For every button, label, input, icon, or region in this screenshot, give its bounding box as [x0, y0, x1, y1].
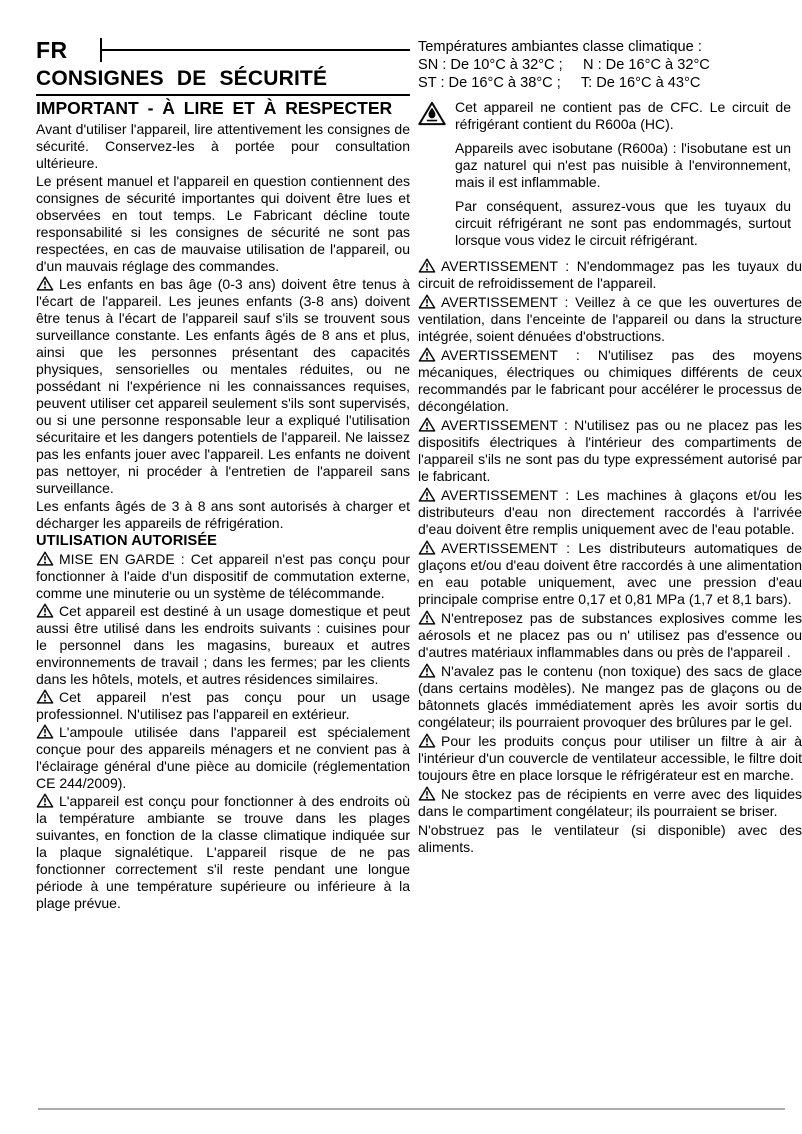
paragraph-text: Par conséquent, assurez-vous que les tuyaux du circuit réfrigérant ne sont pas endommagés, surtout lorsque vous videz le circuit réfrigérant.: [455, 198, 791, 248]
warning-triangle-icon: [36, 551, 54, 566]
footer-rule: [38, 1108, 785, 1110]
paragraph: [36, 173, 410, 275]
warning-triangle-icon: [36, 276, 54, 291]
warning-triangle-icon: [418, 786, 436, 801]
language-code: FR: [36, 36, 68, 63]
warning-triangle-icon: [418, 733, 436, 748]
paragraph-text: Avant d'utiliser l'appareil, lire attentivement les consignes de sécurité. Conservez-les à portée pour consultation ultérieure.: [36, 121, 410, 172]
climate-class-line: ST : De 16°C à 38°C ; T: De 16°C à 43°C: [418, 75, 701, 91]
paragraph-text: Cet appareil n'est pas conçu pour un usage professionnel. N'utilisez pas l'appareil en extérieur.: [36, 689, 410, 723]
paragraph-text: AVERTISSEMENT : Les distributeurs automatiques de glaçons et/ou d'eau doivent être raccordés à une alimentation en eau potable uniquement, avec une pression d'eau principale comprise entre 0,17 et 0,81 MPa (1,7 et 8,1 bars).: [418, 540, 802, 607]
page-header: [36, 36, 410, 64]
paragraph-text: N'obstruez pas le ventilateur (si disponible) avec des aliments.: [418, 822, 802, 855]
flammable-refrigerant-notice: [418, 99, 791, 249]
paragraph-text: L'ampoule utilisée dans l'appareil est spécialement conçue pour des appareils ménagers et ne convient pas à l'éclairage général d'une pièce au domicile (réglementation CE 244/2009).: [36, 724, 410, 792]
paragraph: [418, 822, 802, 856]
paragraph-text: MISE EN GARDE : Cet appareil n'est pas conçu pour fonctionner à l'aide d'un dispositif de commutation externe, comme une minuterie ou un système de télécommande.: [36, 551, 410, 602]
paragraph: [418, 347, 802, 415]
paragraph-text: Cet appareil ne contient pas de CFC. Le circuit de réfrigérant contient du R600a (HC).: [455, 99, 791, 132]
paragraph-text: N'avalez pas le contenu (non toxique) des sacs de glace (dans certains modèles). Ne mangez pas de glaçons ou de bâtonnets glacés immédiatement après les avoir sortis du congélateur; ils pourraient provoquer des brûlures par le gel.: [418, 663, 802, 730]
paragraph-text: Appareils avec isobutane (R600a) : l'isobutane est un gaz naturel qui n'est pas nuisible à l'environnement, mais il est inflammable.: [455, 140, 791, 190]
paragraph-text: Ne stockez pas de récipients en verre avec des liquides dans le compartiment congélateur; ils pourraient se briser.: [418, 786, 802, 819]
important-heading: IMPORTANT - À LIRE ET À RESPECTER: [36, 98, 393, 119]
flame-triangle-icon: [418, 101, 446, 126]
paragraph-text: AVERTISSEMENT : N'utilisez pas des moyens mécaniques, électriques ou chimiques différents de ceux recommandés par le fabricant pour accélérer le processus de décongélation.: [418, 347, 802, 414]
paragraph: [36, 498, 410, 532]
paragraph: [418, 786, 802, 820]
paragraph: [418, 258, 802, 292]
paragraph-text: L'appareil est conçu pour fonctionner à des endroits où la température ambiante se trouve dans les plages suivantes, en fonction de la classe climatique indiquée sur la plaque signalétique. L'appareil risque de ne pas fonctionner correctement s'il reste pendant une longue période à une température supérieure ou inférieure à la plage prévue.: [36, 793, 410, 912]
warning-triangle-icon: [418, 487, 436, 502]
paragraph: [418, 733, 802, 784]
title-rule: [36, 94, 410, 96]
warning-triangle-icon: [418, 663, 436, 678]
paragraph: [418, 610, 802, 661]
page-title: CONSIGNES DE SÉCURITÉ: [36, 67, 328, 90]
paragraph-text: Le présent manuel et l'appareil en question contiennent des consignes de sécurité importantes qui doivent être lues et observées en tout temps. Le Fabricant décline toute responsabilité si les consignes de sécurité ne sont pas respectées, en cas de mauvaise utilisation de l'appareil, ou d'un mauvais réglage des commandes.: [36, 173, 410, 275]
warning-triangle-icon: [36, 793, 54, 808]
right-column: [418, 38, 802, 856]
paragraph-text: AVERTISSEMENT : Les machines à glaçons et/ou les distributeurs d'eau non directement raccordés à l'arrivée d'eau doivent être remplis uniquement avec de l'eau potable.: [418, 487, 802, 537]
warning-triangle-icon: [418, 610, 436, 625]
paragraph-text: Les enfants âgés de 3 à 8 ans sont autorisés à charger et décharger les appareils de réfrigération.: [36, 498, 410, 532]
header-rule: [100, 49, 410, 51]
warning-triangle-icon: [418, 417, 436, 432]
paragraph-text: N'entreposez pas de substances explosives comme les aérosols et ne placez pas ou n' utilisez pas d'essence ou d'autres matériaux inflammables dans ou près de l'appareil .: [418, 610, 802, 660]
climate-class-title: Températures ambiantes classe climatique :: [418, 39, 702, 55]
climate-class-line: SN : De 10°C à 32°C ; N : De 16°C à 32°C: [418, 57, 710, 73]
paragraph-text: AVERTISSEMENT : N'utilisez pas ou ne placez pas les dispositifs électriques à l'intérieur des compartiments de l'appareil s'ils ne sont pas du type expressément autorisé par le fabricant.: [418, 417, 802, 484]
paragraph: [418, 663, 802, 731]
paragraph-text: AVERTISSEMENT : N'endommagez pas les tuyaux du circuit de refroidissement de l'appareil.: [418, 258, 802, 291]
paragraph-text: Cet appareil est destiné à un usage domestique et peut aussi être utilisé dans les endroits suivants : cuisines pour le personnel dans les magasins, bureaux et autres environnements de travail ; dans les fermes; par les clients dans les hôtels, motels, et autres résidences similaires.: [36, 603, 410, 688]
paragraph-text: AVERTISSEMENT : Veillez à ce que les ouvertures de ventilation, dans l'enceinte de l'appareil ou dans la structure intégrée, soient dénuées d'obstructions.: [418, 294, 802, 344]
paragraph: [418, 487, 802, 538]
paragraph: [36, 276, 410, 497]
paragraph: [418, 540, 802, 608]
warning-triangle-icon: [418, 347, 436, 362]
warning-triangle-icon: [418, 294, 436, 309]
warning-triangle-icon: [418, 540, 436, 555]
section-subheading: UTILISATION AUTORISÉE: [36, 533, 218, 550]
paragraph: [418, 417, 802, 485]
paragraph: [36, 793, 410, 912]
paragraph: [36, 551, 410, 602]
warning-triangle-icon: [36, 689, 54, 704]
paragraph-text: Pour les produits conçus pour utiliser un filtre à air à l'intérieur d'un couvercle de ventilateur accessible, le filtre doit toujours être en place lorsque le réfrigérateur est en marche.: [418, 733, 802, 783]
paragraph: [418, 294, 802, 345]
paragraph: [36, 724, 410, 792]
paragraph: [36, 603, 410, 688]
paragraph: [36, 689, 410, 723]
paragraph: [36, 121, 410, 172]
left-column: [36, 36, 410, 912]
warning-triangle-icon: [418, 258, 436, 273]
warning-triangle-icon: [36, 724, 54, 739]
warning-triangle-icon: [36, 603, 54, 618]
paragraph-text: Les enfants en bas âge (0-3 ans) doivent être tenus à l'écart de l'appareil. Les jeunes enfants (3-8 ans) doivent être tenus à l'écart de l'appareil sauf s'ils se trouvent sous surveillance constante. Les enfants âgés de 8 ans et plus, ainsi que les personnes présentant des capacités physiques, sensorielles ou mentales réduites, ou ne possédant ni l'expérience ni les connaissances requises, peuvent utiliser cet appareil seulement s'ils sont supervisés, ou si une personne responsable leur a expliqué l'utilisation sécuritaire et les dangers potentiels de l'appareil. Ne laissez pas les enfants jouer avec l'appareil. Les enfants ne doivent pas nettoyer, ni procéder à l'entretien de l'appareil sans surveillance.: [36, 276, 410, 497]
